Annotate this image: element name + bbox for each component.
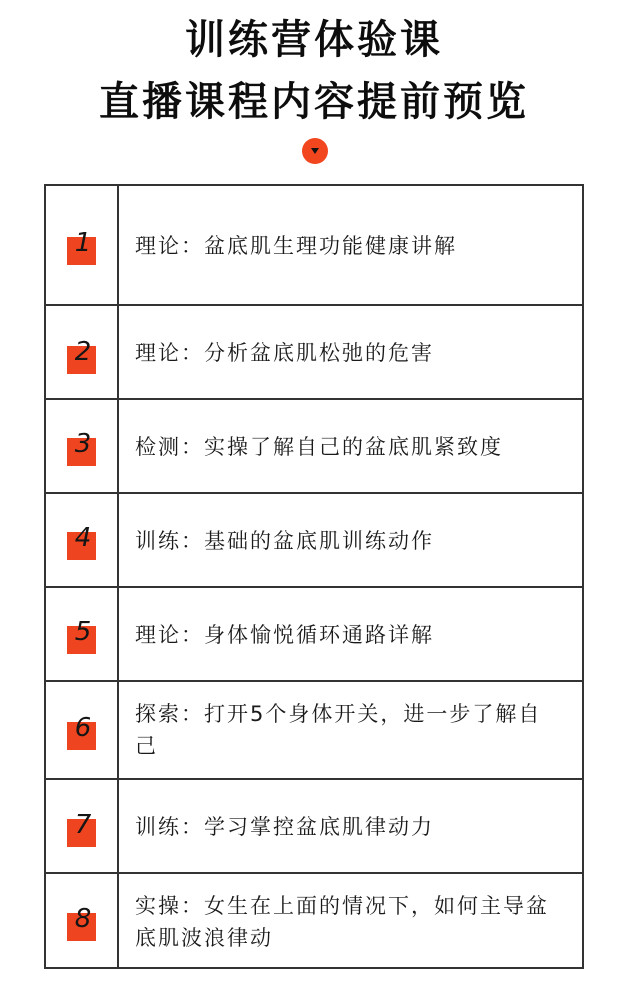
- number-cell: [46, 186, 119, 304]
- table-row: [46, 400, 582, 494]
- page-title: 训练营体验课: [185, 17, 443, 63]
- number-cell: [46, 588, 119, 680]
- row-number: 2: [74, 337, 92, 367]
- row-text: 检测：实操了解自己的盆底肌紧致度: [135, 435, 503, 459]
- course-table: [44, 184, 584, 969]
- table-row: [46, 306, 582, 400]
- row-number: 1: [74, 228, 92, 258]
- table-row: [46, 780, 582, 874]
- table-row: [46, 588, 582, 682]
- number-cell: [46, 682, 119, 778]
- row-text: 实操：女生在上面的情况下，如何主导盆底肌波浪律动: [135, 894, 549, 950]
- row-number: 6: [74, 713, 92, 743]
- table-row: [46, 874, 582, 967]
- number-cell: [46, 780, 119, 872]
- row-number: 8: [74, 904, 92, 934]
- page-subtitle: 直播课程内容提前预览: [99, 79, 529, 125]
- row-text: 探索：打开5个身体开关，进一步了解自己: [135, 702, 542, 758]
- row-text: 理论：身体愉悦循环通路详解: [135, 623, 434, 647]
- table-row: [46, 494, 582, 588]
- row-number: 3: [74, 429, 92, 459]
- row-number: 5: [74, 617, 92, 647]
- number-cell: [46, 494, 119, 586]
- number-cell: [46, 400, 119, 492]
- row-text: 理论：盆底肌生理功能健康讲解: [135, 234, 457, 258]
- chevron-down-icon: [302, 138, 328, 164]
- row-text: 训练：基础的盆底肌训练动作: [135, 529, 434, 553]
- table-row: [46, 682, 582, 780]
- number-cell: [46, 874, 119, 967]
- row-text: 理论：分析盆底肌松弛的危害: [135, 341, 434, 365]
- row-number: 7: [74, 810, 92, 840]
- number-cell: [46, 306, 119, 398]
- row-number: 4: [74, 523, 92, 553]
- table-row: [46, 186, 582, 306]
- row-text: 训练：学习掌控盆底肌律动力: [135, 815, 434, 839]
